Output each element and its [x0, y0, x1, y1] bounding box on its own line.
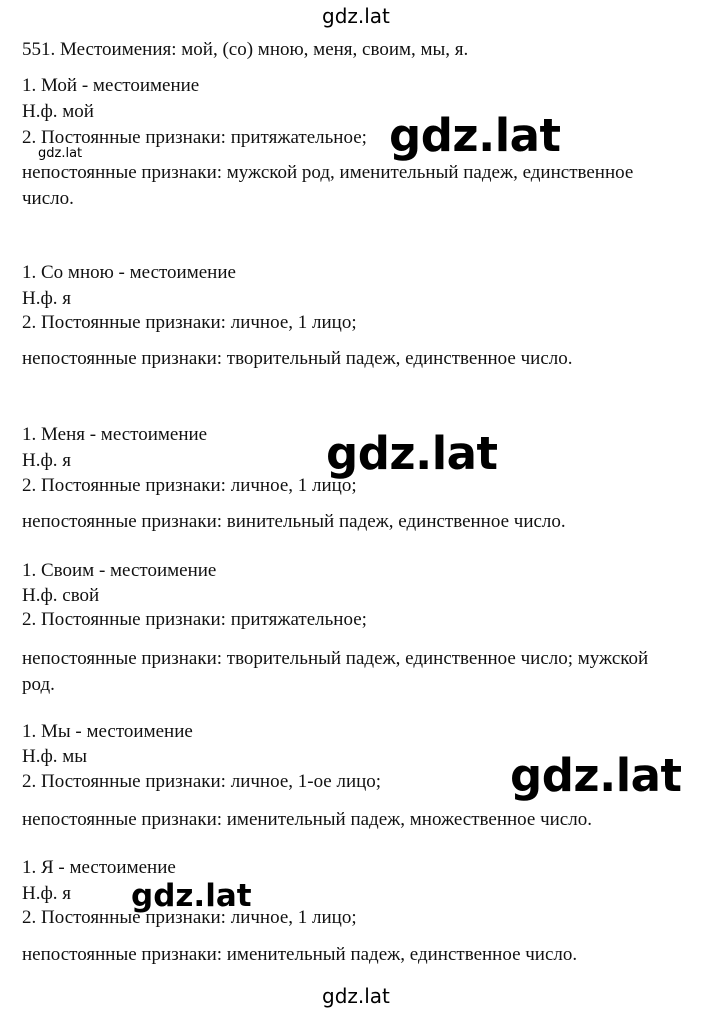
- text-line: непостоянные признаки: творительный падеж, единственное число; мужской: [22, 648, 649, 669]
- watermark: gdz.lat: [326, 427, 498, 480]
- text-line: род.: [22, 674, 55, 695]
- exercise-title: 551. Местоимения: мой, (со) мною, меня, своим, мы, я.: [22, 39, 469, 60]
- text-line: 1. Я - местоимение: [22, 857, 176, 878]
- text-line: 2. Постоянные признаки: личное, 1 лицо;: [22, 907, 357, 928]
- text-line: 1. Мы - местоимение: [22, 721, 193, 742]
- text-line: непостоянные признаки: именительный падеж, множественное число.: [22, 809, 592, 830]
- text-line: 1. Со мною - местоимение: [22, 262, 236, 283]
- text-line: Н.ф. мой: [22, 101, 94, 122]
- text-line: Н.ф. свой: [22, 585, 100, 606]
- text-line: 2. Постоянные признаки: личное, 1-ое лицо;: [22, 771, 382, 792]
- text-line: Н.ф. мы: [22, 746, 88, 767]
- header-watermark: gdz.lat: [322, 4, 390, 28]
- text-line: Н.ф. я: [22, 450, 72, 471]
- watermark: gdz.lat: [389, 109, 561, 162]
- text-line: 2. Постоянные признаки: личное, 1 лицо;: [22, 312, 357, 333]
- footer-watermark: gdz.lat: [322, 984, 390, 1008]
- text-line: непостоянные признаки: мужской род, именительный падеж, единственное: [22, 162, 634, 183]
- text-line: непостоянные признаки: винительный падеж, единственное число.: [22, 511, 566, 532]
- text-line: 2. Постоянные признаки: притяжательное;: [22, 609, 367, 630]
- text-line: 2. Постоянные признаки: личное, 1 лицо;: [22, 475, 357, 496]
- text-line: Н.ф. я: [22, 288, 72, 309]
- watermark: gdz.lat: [38, 146, 83, 161]
- text-line: 2. Постоянные признаки: притяжательное;: [22, 127, 367, 148]
- text-line: непостоянные признаки: именительный падеж, единственное число.: [22, 944, 578, 965]
- watermark: gdz.lat: [510, 749, 682, 802]
- watermark: gdz.lat: [131, 878, 252, 914]
- text-line: Н.ф. я: [22, 883, 72, 904]
- text-line: 1. Меня - местоимение: [22, 424, 208, 445]
- text-line: 1. Своим - местоимение: [22, 560, 217, 581]
- text-line: число.: [22, 188, 74, 209]
- text-line: непостоянные признаки: творительный падеж, единственное число.: [22, 348, 573, 369]
- text-line: 1. Мой - местоимение: [22, 75, 200, 96]
